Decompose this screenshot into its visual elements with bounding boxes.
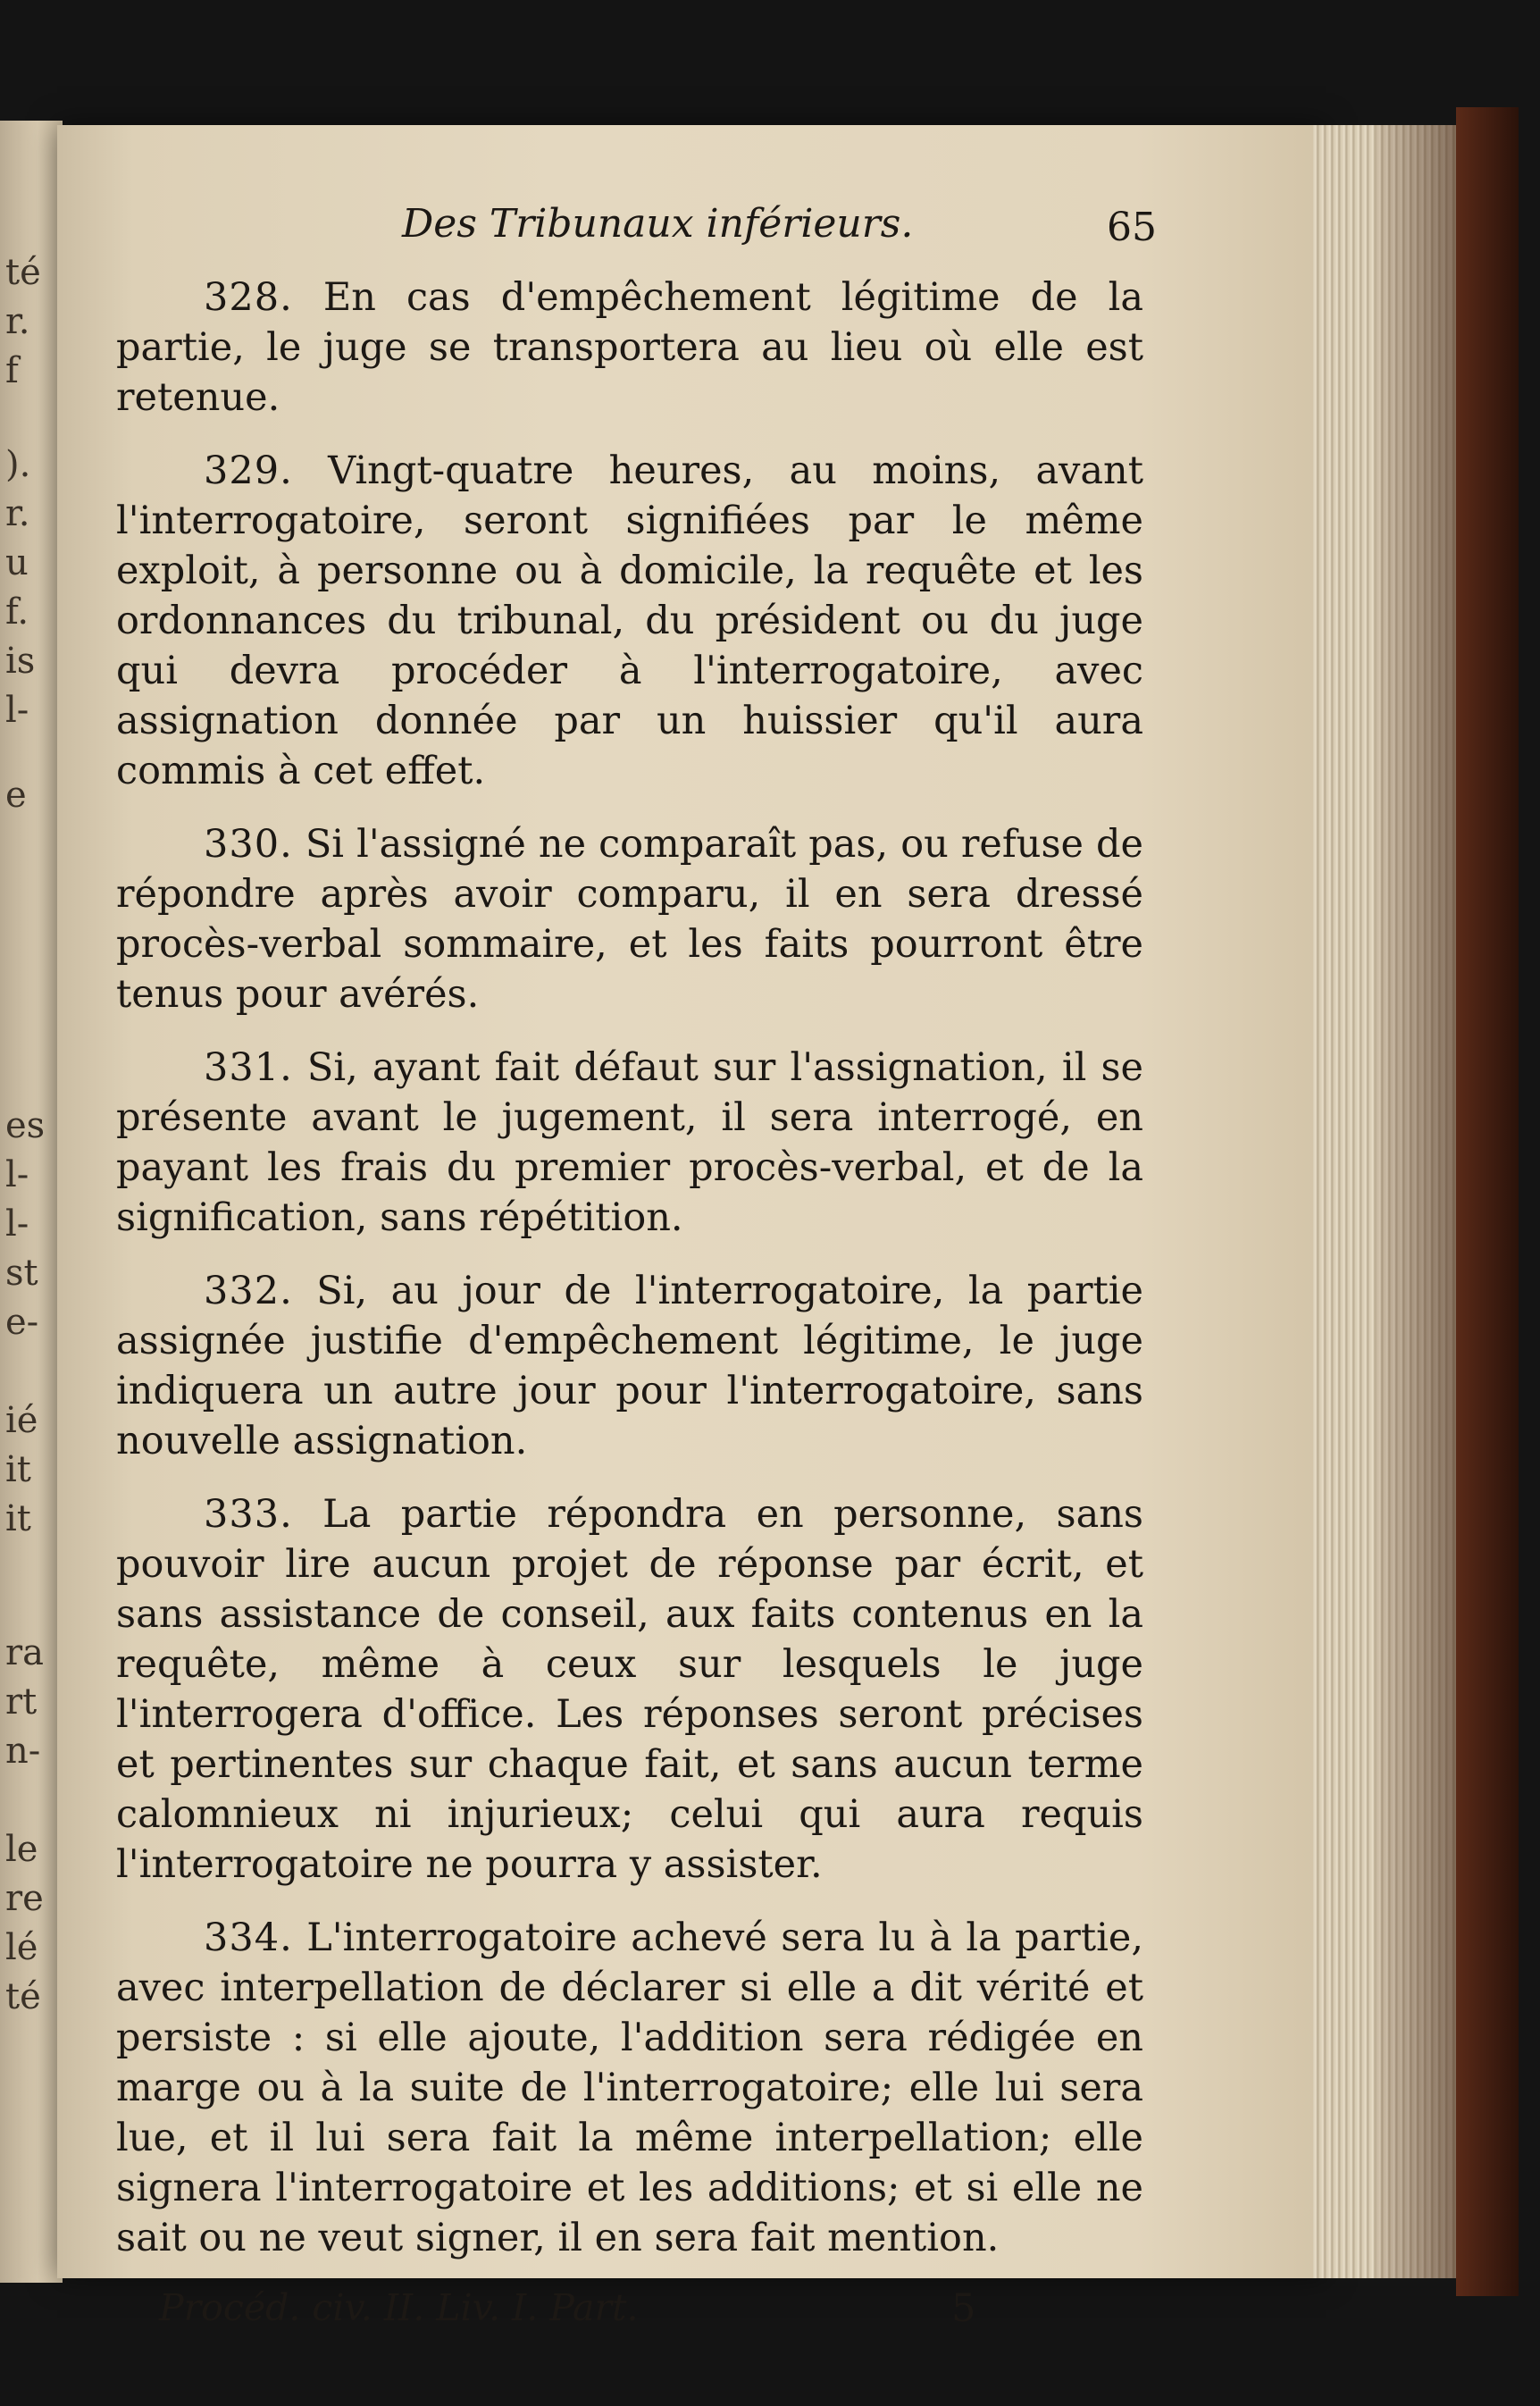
facing-fragment: it [5,1449,31,1490]
facing-fragment: f [5,350,19,391]
facing-fragment: l- [5,690,29,731]
facing-fragment: té [5,252,41,293]
article-text: Vingt-quatre heures, au moins, avant l'interrogatoire, seront signifiées par le même exploit, à personne ou à domicile, la requête et les ordonnances du tribunal, du président ou du juge qui devra procéder à l'interrogatoire, avec assignation donnée par un huissier qu'il aura commis à cet effet. [116,449,1143,793]
page-footer [116,2286,1143,2340]
facing-fragment: is [5,641,36,682]
facing-fragment: ra [5,1632,44,1673]
facing-fragment: té [5,1976,41,2017]
article-332 [116,1266,1143,1466]
facing-fragment: lé [5,1927,38,1968]
facing-fragment: es [5,1105,46,1146]
signature-mark: 5 [951,2286,976,2331]
article-text: En cas d'empêchement légitime de la partie, le juge se transportera au lieu où elle est retenue. [116,275,1144,420]
facing-fragment: u [5,542,29,583]
facing-fragment: rt [5,1681,38,1723]
facing-fragment: r. [5,493,30,534]
signature-line: Procéd. civ. II. Liv. I. Part. [159,2286,639,2329]
facing-fragment: it [5,1498,31,1539]
article-328 [116,272,1143,423]
article-number: 331. [204,1045,293,1090]
running-title: Des Tribunaux inférieurs. [402,201,914,247]
facing-fragment: f. [5,591,29,633]
article-number: 332. [204,1269,293,1313]
page-block-edge [1313,125,1456,2278]
article-number: 328. [204,275,293,320]
article-number: 330. [204,822,293,867]
article-329 [116,446,1143,796]
facing-fragment: r. [5,301,30,342]
article-330 [116,819,1143,1019]
running-head [116,201,1157,264]
article-text: Si, ayant fait défaut sur l'assignation, il se présente avant le jugement, il sera interrogé, en payant les frais du premier procès-verbal, et de la signification, sans répétition. [116,1045,1144,1240]
page-text [116,201,1157,2340]
facing-page-edge [0,121,63,2283]
article-text: Si, au jour de l'interrogatoire, la partie assignée justifie d'empêchement légitime, le juge indiquera un autre jour pour l'interrogatoire, sans nouvelle assignation. [116,1269,1144,1463]
facing-fragment: e- [5,1302,39,1343]
facing-fragment: l- [5,1154,29,1195]
facing-fragment: e [5,775,27,816]
article-text: La partie répondra en personne, sans pouvoir lire aucun projet de réponse par écrit, et sans assistance de conseil, aux faits contenus en la requête, même à ceux sur lesquels le juge l'interrogera d'office. Les réponses seront précises et pertinentes sur chaque fait, et sans aucun terme calomnieux ni injurieux; celui qui aura requis l'interrogatoire ne pourra y assister. [116,1492,1143,1887]
facing-fragment: le [5,1829,38,1870]
article-333 [116,1489,1143,1890]
facing-fragment: re [5,1878,44,1919]
book-cover [1456,107,1519,2296]
article-number: 333. [204,1492,293,1537]
facing-fragment: st [5,1253,38,1294]
article-text: L'interrogatoire achevé sera lu à la partie, avec interpellation de déclarer si elle a dit vérité et persiste : si elle ajoute, l'addition sera rédigée en marge ou à la suite de l'interrogatoire; elle lui sera lue, et il lui sera fait la même interpellation; elle signera l'interrogatoire et les additions; et si elle ne sait ou ne veut signer, il en sera fait mention. [116,1916,1143,2260]
article-number: 329. [204,449,293,493]
facing-fragment: n- [5,1731,41,1772]
page-number: 65 [1107,205,1157,250]
facing-fragment: ié [5,1400,38,1441]
facing-fragment: ). [5,444,31,485]
article-331 [116,1043,1143,1243]
facing-fragment: l- [5,1203,29,1245]
article-334 [116,1913,1143,2263]
article-number: 334. [204,1916,293,1960]
facing-page-text [2,121,61,2283]
article-text: Si l'assigné ne comparaît pas, ou refuse de répondre après avoir comparu, il en sera dressé procès-verbal sommaire, et les faits pourront être tenus pour avérés. [116,822,1143,1017]
